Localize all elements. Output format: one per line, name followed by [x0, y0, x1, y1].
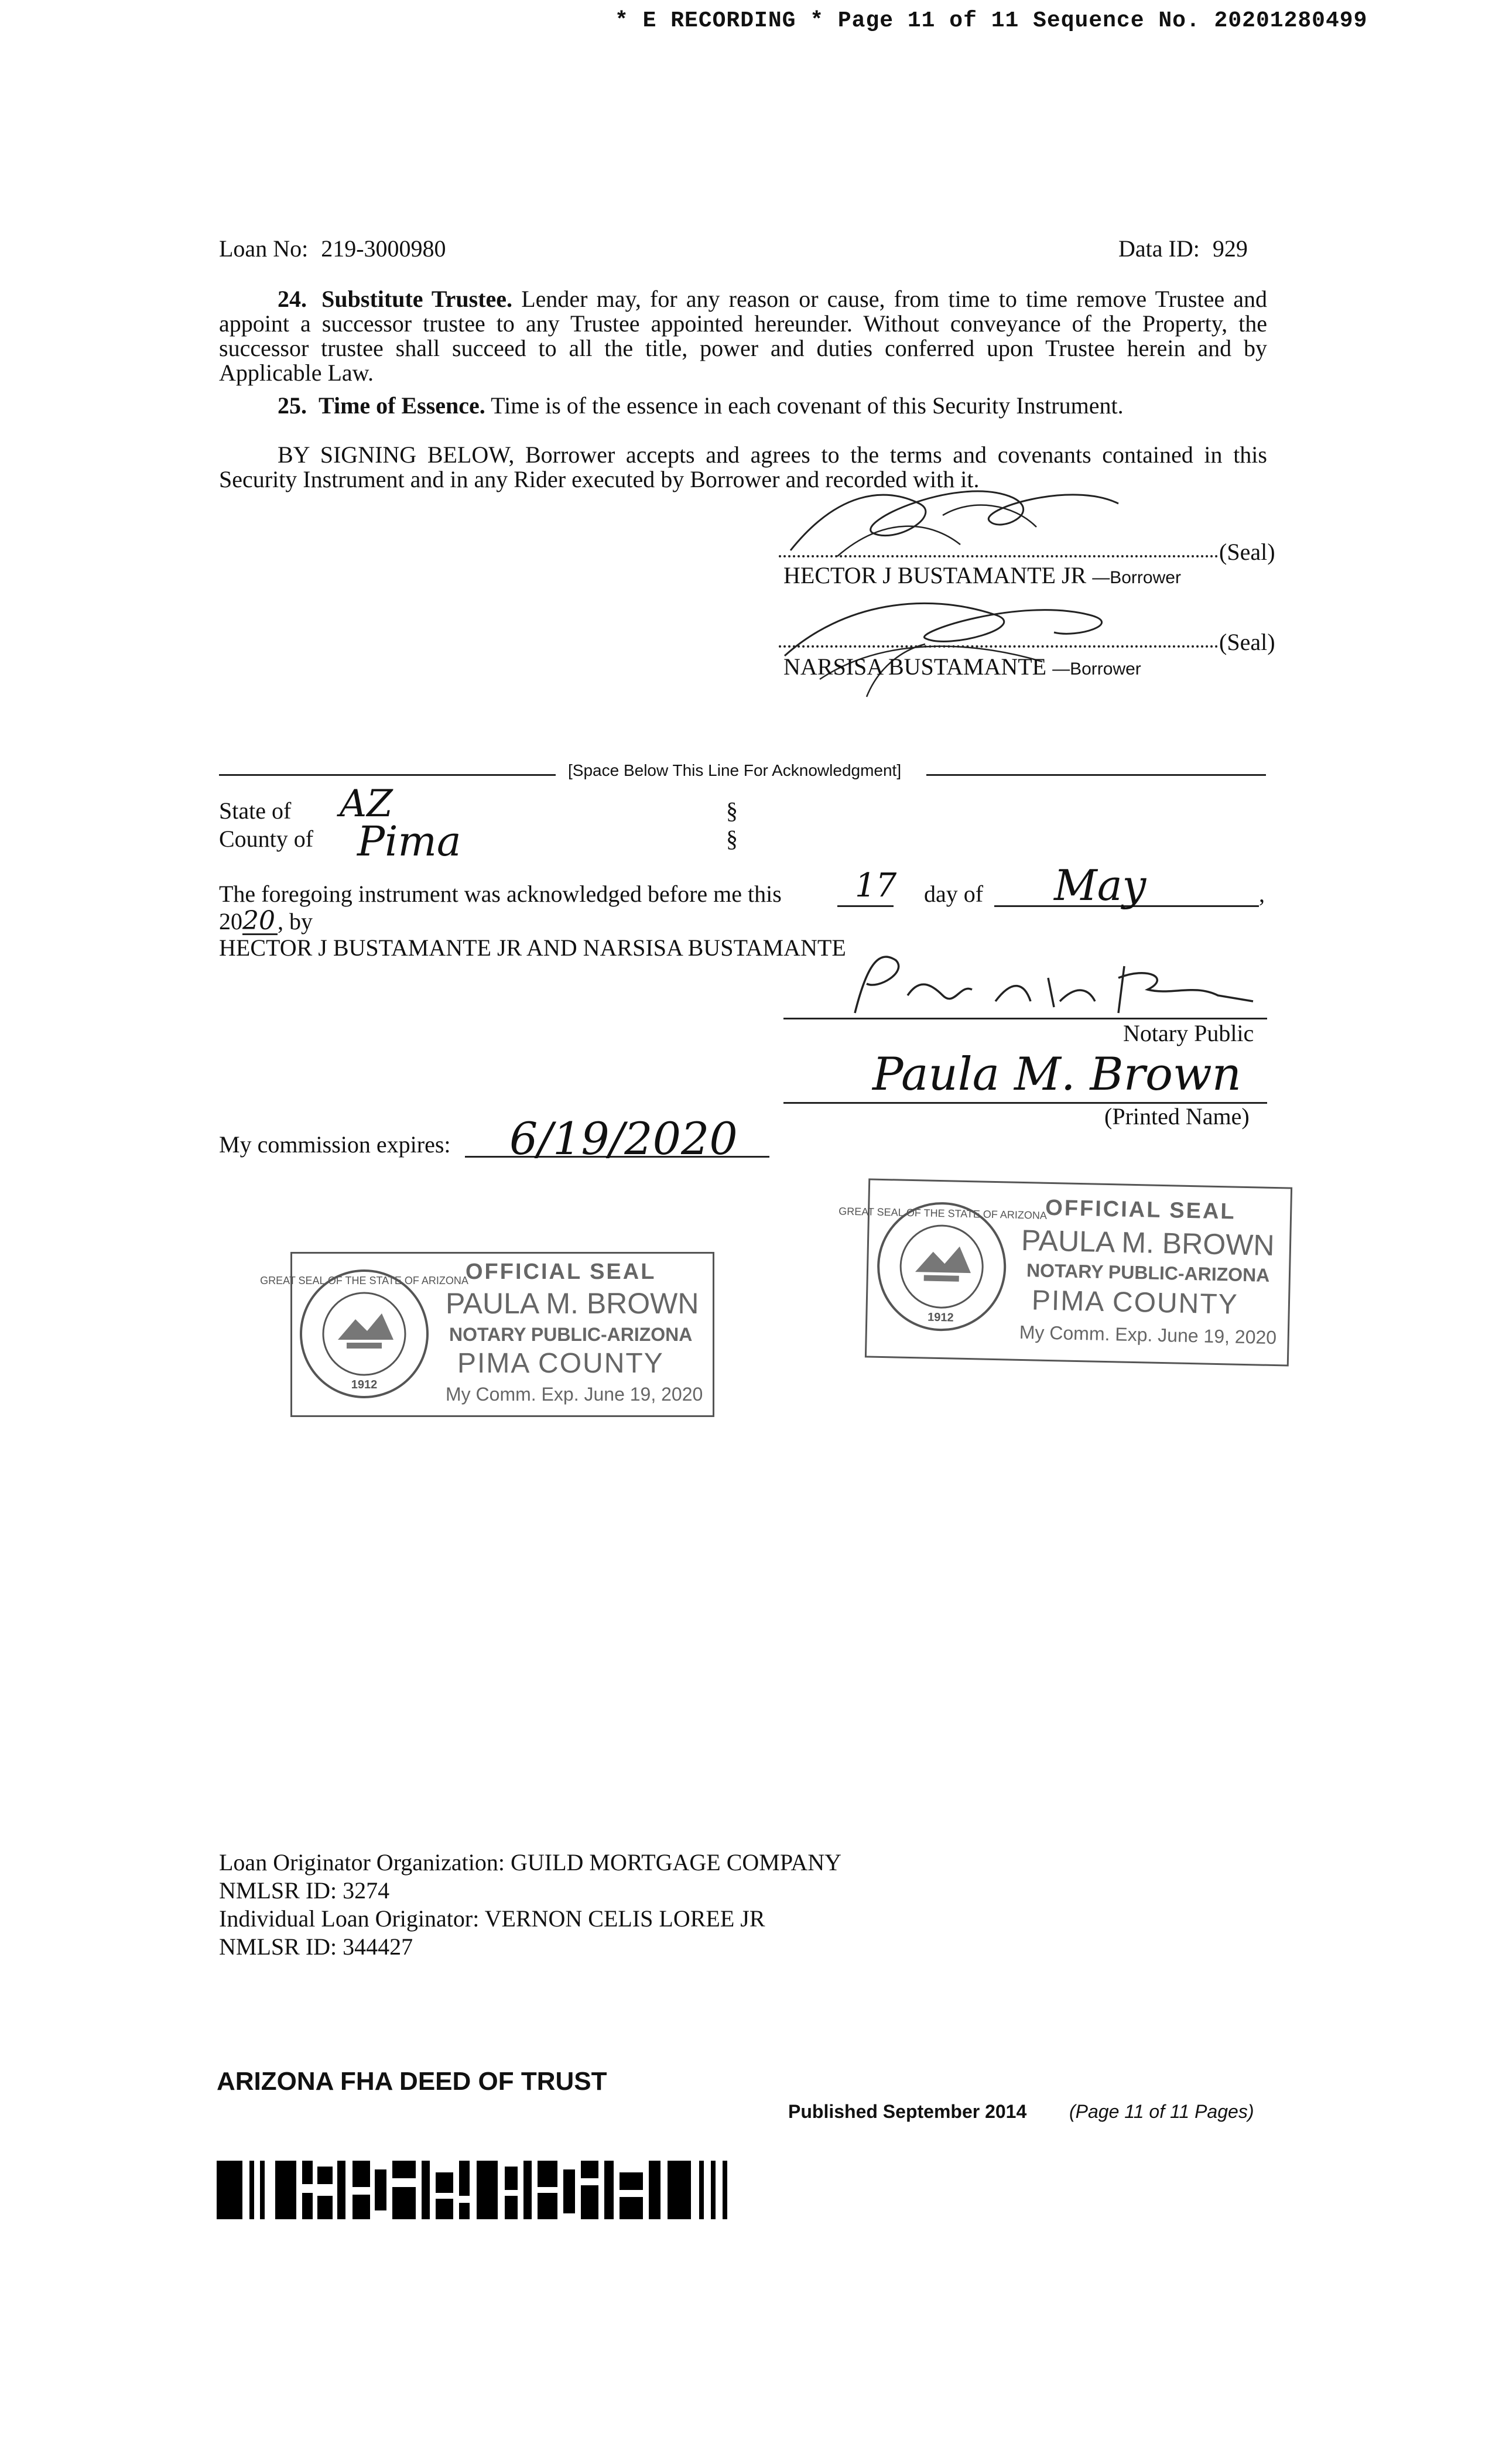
- seal-year: 1912: [351, 1378, 378, 1391]
- notary-seal-right: [839, 1178, 1292, 1366]
- foregoing-text: The foregoing instrument was acknowledged before me this: [219, 881, 782, 907]
- seal-expiration: My Comm. Exp. June 19, 2020: [446, 1384, 703, 1405]
- commission-handwritten: 6/19/2020: [509, 1113, 738, 1165]
- borrower-1-seal-label: (Seal): [1219, 539, 1275, 565]
- seal-title: OFFICIAL SEAL: [1045, 1195, 1237, 1224]
- section-24-paragraph: [219, 287, 1267, 385]
- section-25-text: Time is of the essence in each covenant of this Security Instrument.: [491, 392, 1124, 419]
- seal-notary-name: PAULA M. BROWN: [1021, 1223, 1275, 1262]
- data-id-label: Data ID:: [1118, 235, 1200, 262]
- individual-nmlsr-row: [219, 1935, 413, 1959]
- borrower-2-name-row: [783, 655, 1141, 682]
- arizona-state-seal-icon: [839, 1198, 1048, 1336]
- notary-printed-name-handwritten: Paula M. Brown: [872, 1048, 1241, 1101]
- seal-ring-text: GREAT SEAL OF THE STATE OF ARIZONA: [839, 1205, 1048, 1221]
- month-handwritten: May: [1054, 861, 1147, 910]
- originator-org-nmlsr-value: 3274: [343, 1877, 390, 1904]
- borrower-1-role: —Borrower: [1092, 568, 1181, 587]
- page-count: (Page 11 of 11 Pages): [1069, 2101, 1254, 2122]
- seal-expiration: My Comm. Exp. June 19, 2020: [1019, 1321, 1277, 1349]
- acknowledgment-divider-left: [219, 774, 556, 776]
- data-id-value: 929: [1212, 235, 1248, 262]
- printed-name-label: (Printed Name): [1104, 1103, 1250, 1130]
- originator-org-label: Loan Originator Organization:: [219, 1849, 505, 1876]
- day-of-label: day of: [924, 881, 984, 907]
- seal-notary-line1: NOTARY PUBLIC-ARIZONA: [449, 1324, 693, 1345]
- seal-notary-name: PAULA M. BROWN: [446, 1287, 699, 1320]
- loan-number-label: Loan No:: [219, 235, 309, 262]
- seal-county: PIMA COUNTY: [1031, 1285, 1239, 1320]
- loan-number-row: [219, 237, 446, 261]
- borrower-2-seal-label: (Seal): [1219, 629, 1275, 655]
- notary-seal-left: [260, 1252, 714, 1417]
- acknowledgment-divider-label: [Space Below This Line For Acknowledgment]: [568, 761, 902, 779]
- section-25-number: 25.: [278, 392, 307, 419]
- section-25-paragraph: [219, 393, 1267, 418]
- year-row: [219, 906, 313, 936]
- published-date: Published September 2014: [788, 2101, 1027, 2122]
- individual-originator-row: [219, 1907, 765, 1931]
- section-24-title: Substitute Trustee.: [321, 286, 513, 312]
- originator-org-nmlsr-row: [219, 1878, 389, 1903]
- commission-expires-label: My commission expires:: [219, 1131, 451, 1158]
- borrower-1-name: HECTOR J BUSTAMANTE JR: [783, 562, 1087, 588]
- borrower-1-signature-scribble: [767, 480, 1236, 562]
- form-title: ARIZONA FHA DEED OF TRUST: [217, 2067, 607, 2096]
- loan-number-value: 219-3000980: [321, 235, 446, 262]
- notary-public-label: Notary Public: [1123, 1020, 1254, 1046]
- section-25-title: Time of Essence.: [319, 392, 485, 419]
- recording-header: * E RECORDING * Page 11 of 11 Sequence No. 20201280499: [615, 8, 1368, 33]
- borrower-2-role: —Borrower: [1052, 659, 1141, 679]
- individual-originator-name: VERNON CELIS LOREE JR: [484, 1905, 765, 1932]
- day-handwritten: 17: [855, 867, 897, 905]
- data-id-row: [1118, 237, 1248, 261]
- state-section-mark: §: [726, 798, 738, 824]
- individual-nmlsr-label: NMLSR ID:: [219, 1933, 337, 1960]
- acknowledgment-divider-right: [926, 774, 1266, 776]
- seal-year: 1912: [927, 1310, 954, 1325]
- state-handwritten: AZ: [340, 782, 393, 826]
- year-prefix: 20: [219, 908, 242, 935]
- seal-ring-text: GREAT SEAL OF THE STATE OF ARIZONA: [260, 1275, 468, 1286]
- seal-notary-line1: NOTARY PUBLIC-ARIZONA: [1026, 1260, 1270, 1286]
- document-barcode: [217, 2161, 779, 2219]
- seal-title: OFFICIAL SEAL: [466, 1260, 656, 1284]
- individual-originator-label: Individual Loan Originator:: [219, 1905, 480, 1932]
- borrower-2-name: NARSISA BUSTAMANTE: [783, 653, 1047, 680]
- year-handwritten: 20: [242, 909, 278, 935]
- county-handwritten: Pima: [357, 817, 461, 865]
- day-line: [837, 905, 894, 907]
- signing-statement: BY SIGNING BELOW, Borrower accepts and agrees to the terms and covenants contained in this Security Instrument and in any Rider executed by Borrower and recorded with it.: [219, 442, 1267, 492]
- county-section-mark: §: [726, 826, 738, 852]
- section-24-text: Lender may, for any reason or cause, from time to time remove Trustee and appoint a successor trustee to any Trustee appointed hereunder. Without conveyance of the Property, the successor trustee shall succeed to all the title, power and duties conferred upon Trustee herein and by Applicable Law.: [219, 286, 1268, 386]
- seal-county: PIMA COUNTY: [457, 1348, 664, 1379]
- borrower-1-signature-line: [779, 555, 1218, 557]
- individual-nmlsr-value: 344427: [343, 1933, 413, 1960]
- originator-org-nmlsr-label: NMLSR ID:: [219, 1877, 337, 1904]
- notary-signature-line: [783, 1018, 1267, 1019]
- state-label: State of: [219, 798, 292, 824]
- borrower-2-signature-line: [779, 645, 1218, 648]
- arizona-state-seal-icon: [260, 1267, 468, 1401]
- originator-org-row: [219, 1850, 841, 1875]
- month-comma: ,: [1259, 881, 1265, 907]
- acknowledged-names: HECTOR J BUSTAMANTE JR AND NARSISA BUSTAMANTE: [219, 935, 846, 961]
- borrower-2-signature-scribble: [773, 580, 1218, 703]
- originator-org-name: GUILD MORTGAGE COMPANY: [511, 1849, 842, 1876]
- county-label: County of: [219, 826, 314, 852]
- by-label: , by: [278, 908, 313, 935]
- section-24-number: 24.: [278, 286, 307, 312]
